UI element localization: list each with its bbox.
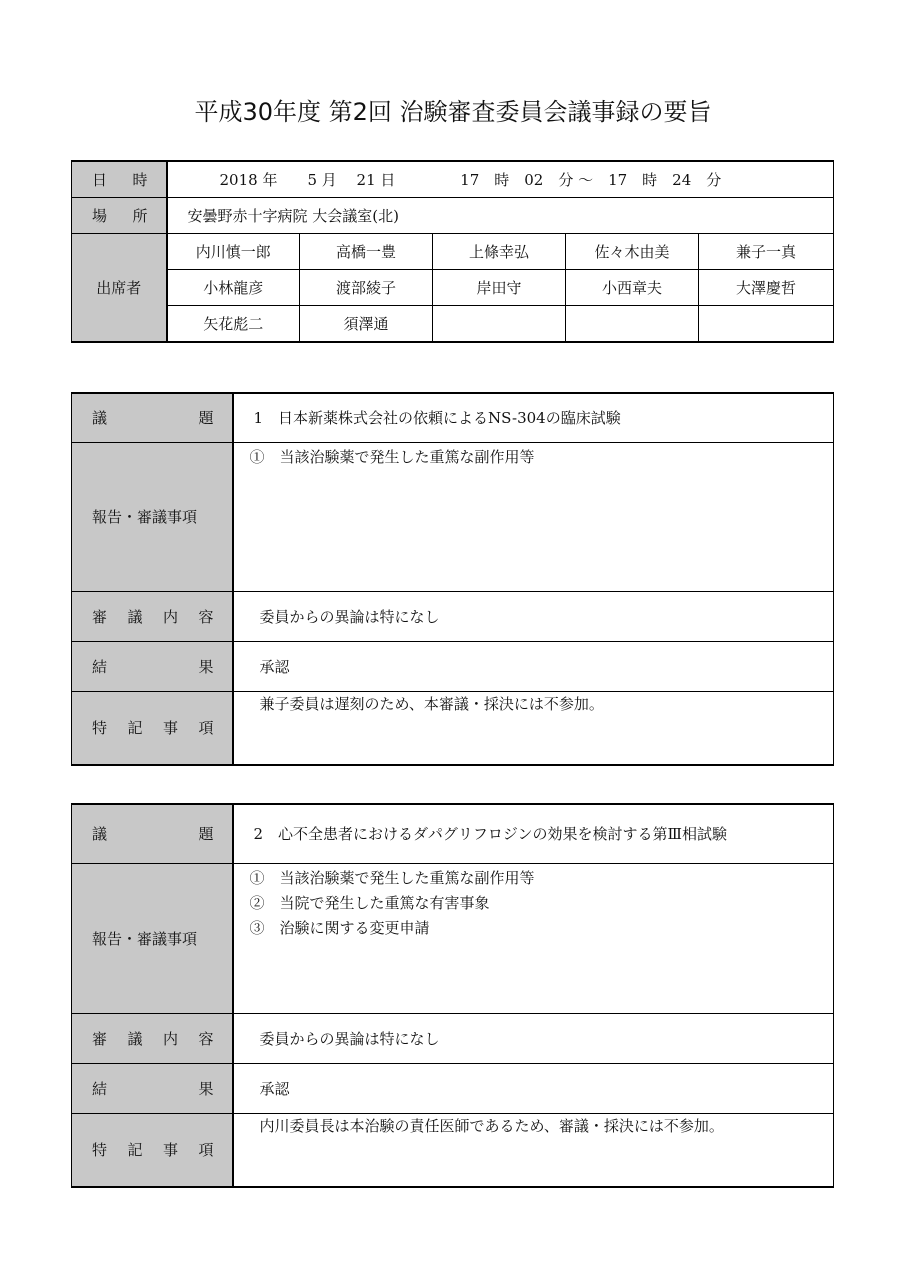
agenda-table-1 bbox=[71, 392, 834, 766]
agenda-subject: 1 日本新薬株式会社の依頼によるNS-304の臨床試験 bbox=[233, 393, 834, 442]
meeting-info-table bbox=[71, 160, 834, 343]
attendees-row bbox=[72, 306, 834, 343]
report-item: ③ 治験に関する変更申請 bbox=[249, 918, 430, 937]
notes-row bbox=[72, 691, 834, 765]
attendee-name: 上條幸弘 bbox=[433, 234, 566, 270]
agenda-subject: 2 心不全患者におけるダパグリフロジンの効果を検討する第Ⅲ相試験 bbox=[233, 804, 834, 863]
report-label: 報告・審議事項 bbox=[72, 442, 233, 591]
date-value: 2018 年 5 月 21 日 17 時 02 分 ～ 17 時 24 分 bbox=[167, 161, 834, 198]
subject-label: 議 題 bbox=[72, 393, 233, 442]
notes-label: 特 記 事 項 bbox=[72, 1113, 233, 1187]
report-items bbox=[233, 442, 834, 591]
subject-row bbox=[72, 804, 834, 863]
report-row bbox=[72, 863, 834, 1013]
attendee-name bbox=[566, 306, 699, 343]
attendee-name: 内川慎一郎 bbox=[167, 234, 300, 270]
content-label: 審 議 内 容 bbox=[72, 1013, 233, 1063]
date-row bbox=[72, 161, 834, 198]
attendee-name: 須澤通 bbox=[300, 306, 433, 343]
content-row bbox=[72, 591, 834, 641]
attendee-name: 渡部綾子 bbox=[300, 270, 433, 306]
agenda-notes: 内川委員長は本治験の責任医師であるため、審議・採決には不参加。 bbox=[233, 1113, 834, 1187]
attendee-name: 高橋一豊 bbox=[300, 234, 433, 270]
result-row bbox=[72, 1063, 834, 1113]
agenda-result: 承認 bbox=[233, 641, 834, 691]
attendees-row bbox=[72, 270, 834, 306]
subject-label: 議 題 bbox=[72, 804, 233, 863]
date-label: 日 時 bbox=[72, 161, 167, 198]
attendee-name: 大澤慶哲 bbox=[699, 270, 834, 306]
report-row bbox=[72, 442, 834, 591]
report-items bbox=[233, 863, 834, 1013]
agenda-notes: 兼子委員は遅刻のため、本審議・採決には不参加。 bbox=[233, 691, 834, 765]
place-value: 安曇野赤十字病院 大会議室(北) bbox=[167, 198, 834, 234]
attendee-name: 兼子一真 bbox=[699, 234, 834, 270]
subject-row bbox=[72, 393, 834, 442]
report-label: 報告・審議事項 bbox=[72, 863, 233, 1013]
place-label: 場 所 bbox=[72, 198, 167, 234]
attendees-row bbox=[72, 234, 834, 270]
page-title: 平成30年度 第2回 治験審査委員会議事録の要旨 bbox=[194, 98, 712, 126]
result-label: 結 果 bbox=[72, 641, 233, 691]
content-label: 審 議 内 容 bbox=[72, 591, 233, 641]
agenda-content: 委員からの異論は特になし bbox=[233, 1013, 834, 1063]
attendee-name bbox=[433, 306, 566, 343]
place-row bbox=[72, 198, 834, 234]
agenda-result: 承認 bbox=[233, 1063, 834, 1113]
attendee-name: 矢花彪二 bbox=[167, 306, 300, 343]
attendee-name: 岸田守 bbox=[433, 270, 566, 306]
report-item: ① 当該治験薬で発生した重篤な副作用等 bbox=[249, 447, 535, 466]
notes-label: 特 記 事 項 bbox=[72, 691, 233, 765]
agenda-table-2 bbox=[71, 803, 834, 1188]
report-item: ① 当該治験薬で発生した重篤な副作用等 bbox=[249, 868, 535, 887]
result-row bbox=[72, 641, 834, 691]
agenda-content: 委員からの異論は特になし bbox=[233, 591, 834, 641]
attendees-label: 出席者 bbox=[72, 234, 167, 343]
attendee-name: 小林龍彦 bbox=[167, 270, 300, 306]
report-item: ② 当院で発生した重篤な有害事象 bbox=[249, 893, 490, 912]
result-label: 結 果 bbox=[72, 1063, 233, 1113]
attendee-name: 佐々木由美 bbox=[566, 234, 699, 270]
attendee-name: 小西章夫 bbox=[566, 270, 699, 306]
notes-row bbox=[72, 1113, 834, 1187]
content-row bbox=[72, 1013, 834, 1063]
attendee-name bbox=[699, 306, 834, 343]
